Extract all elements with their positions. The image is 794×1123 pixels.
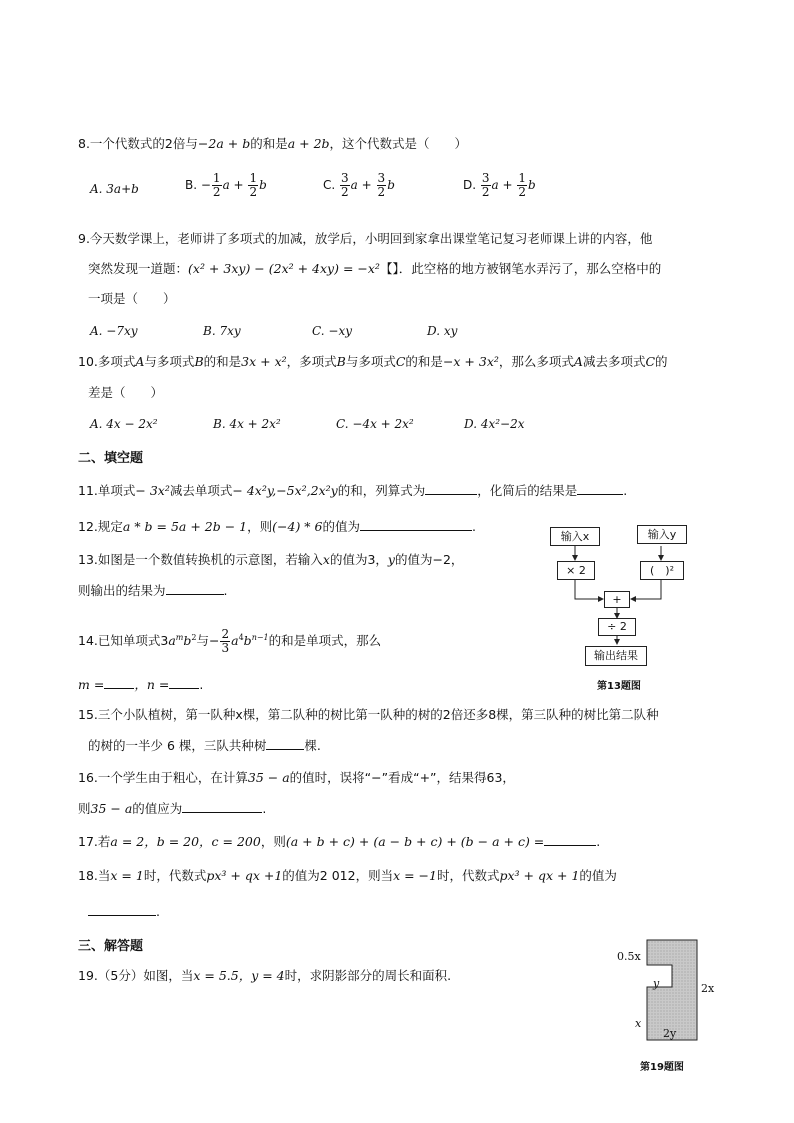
answer-blank xyxy=(425,482,477,495)
answer-blank xyxy=(182,800,262,813)
answer-blank xyxy=(544,833,596,846)
q10-line2: 差是（ ） xyxy=(88,385,164,400)
q12-line: 12.规定a * b = 5a + 2b − 1，则(−4) * 6的值为 . xyxy=(78,519,476,534)
answer-blank xyxy=(104,676,134,689)
label-2x: 2x xyxy=(701,982,715,995)
q9-option-a: A. −7xy xyxy=(90,324,138,338)
q9-line3: 一项是（ ） xyxy=(88,291,176,306)
fraction: $\frac{1}{2}$ xyxy=(518,171,527,199)
q10-option-a: A. 4x − 2x² xyxy=(90,417,158,431)
q10-line1: 10.多项式A与多项式B的和是3x + x²，多项式B与多项式C的和是−x + 3x²，那么多项式A减去多项式C的 xyxy=(78,354,668,369)
fraction: $\frac{3}{2}$ xyxy=(377,171,386,199)
section-fill-in-heading: 二、填空题 xyxy=(78,451,144,466)
divide-two-box: ÷ 2 xyxy=(598,618,636,636)
fraction: $\frac{3}{2}$ xyxy=(481,171,490,199)
plus-box: + xyxy=(604,591,630,608)
q13-line1: 13.如图是一个数值转换机的示意图，若输入x的值为3，y的值为−2， xyxy=(78,552,464,567)
q14-line1: 14.已知单项式$3a^mb^2$与− $\frac{2}{3}$ $a^4b^{n-1}$的和是单项式，那么 xyxy=(78,627,382,656)
q8-option-d: D. $\frac{3}{2}$ a + $\frac{1}{2}$ b xyxy=(463,171,536,199)
q13-line2: 则输出的结果为 . xyxy=(78,583,228,598)
answer-blank xyxy=(88,903,156,916)
q10-option-d: D. 4x²−2x xyxy=(464,417,525,431)
answer-blank xyxy=(166,582,224,595)
input-y-box: 输入y xyxy=(637,525,687,544)
answer-blank xyxy=(169,676,199,689)
q10-option-b: B. 4x + 2x² xyxy=(213,417,281,431)
q9-line1: 9.今天数学课上，老师讲了多项式的加减，放学后，小明回到家拿出课堂笔记复习老师课上讲的内容，他 xyxy=(78,231,653,246)
output-box: 输出结果 xyxy=(585,646,647,666)
q10-option-c: C. −4x + 2x² xyxy=(336,417,414,431)
label-y: y xyxy=(653,977,660,990)
q15-line2: 的树的一半少 6 棵，三队共种树 棵. xyxy=(88,738,321,753)
q14-line2: m = ，n = . xyxy=(78,677,204,692)
label-2y: 2y xyxy=(663,1027,677,1040)
q19-line: 19.（5分）如图，当x = 5.5，y = 4时，求阴影部分的周长和面积. xyxy=(78,968,452,983)
q9-line2: 突然发现一道题：(x² + 3xy) − (2x² + 4xy) = −x²【】．此空格的地方被钢笔水弄污了，那么空格中的 xyxy=(88,261,662,276)
q16-line2: 则35 − a的值应为 . xyxy=(78,801,267,816)
figure-13-caption: 第13题图 xyxy=(597,681,641,692)
label-half-x: 0.5x xyxy=(617,950,641,963)
q17-line: 17.若a = 2，b = 20，c = 200，则(a + b + c) + (a − b + c) + (b − a + c) = . xyxy=(78,834,601,849)
square-box: ( )² xyxy=(640,561,684,580)
q8-option-b: B. − $\frac{1}{2}$ a + $\frac{1}{2}$ b xyxy=(185,171,267,199)
times-two-box: × 2 xyxy=(557,561,595,580)
q8-stem: 8.一个代数式的2倍与−2a + b的和是a + 2b，这个代数式是（ ） xyxy=(78,136,468,151)
q11-line: 11.单项式− 3x²减去单项式− 4x²y,−5x²,2x²y的和，列算式为 ，化简后的结果是 . xyxy=(78,483,628,498)
fraction: $\frac{3}{2}$ xyxy=(341,171,349,199)
q16-line1: 16.一个学生由于粗心，在计算35 − a的值时，误将“−”看成“+”，结果得63， xyxy=(78,770,515,785)
input-x-box: 输入x xyxy=(550,527,600,546)
q9-option-c: C. −xy xyxy=(312,324,352,338)
section-answer-heading: 三、解答题 xyxy=(78,939,144,954)
q8-option-c: C. $\frac{3}{2}$ a + $\frac{3}{2}$ b xyxy=(323,171,395,199)
answer-blank xyxy=(577,482,623,495)
q9-option-b: B. 7xy xyxy=(203,324,241,338)
figure-19-caption: 第19题图 xyxy=(640,1062,684,1073)
q15-line1: 15.三个小队植树，第一队种x棵，第二队种的树比第一队种的树的2倍还多8棵，第三队种的树比第二队种 xyxy=(78,707,659,722)
fraction: $\frac{2}{3}$ xyxy=(221,627,230,656)
answer-blank xyxy=(266,737,304,750)
fraction: $\frac{1}{2}$ xyxy=(249,171,258,199)
answer-blank xyxy=(360,518,472,531)
q18-line1: 18.当x = 1时，代数式px³ + qx +1的值为2 012，则当x = −1时，代数式px³ + qx + 1的值为 xyxy=(78,868,617,883)
q18-line2: . xyxy=(88,903,160,921)
q9-option-d: D. xy xyxy=(427,324,458,338)
label-x: x xyxy=(635,1017,642,1030)
q8-option-a: A. 3a+b xyxy=(90,182,139,196)
fraction: $\frac{1}{2}$ xyxy=(212,171,221,199)
